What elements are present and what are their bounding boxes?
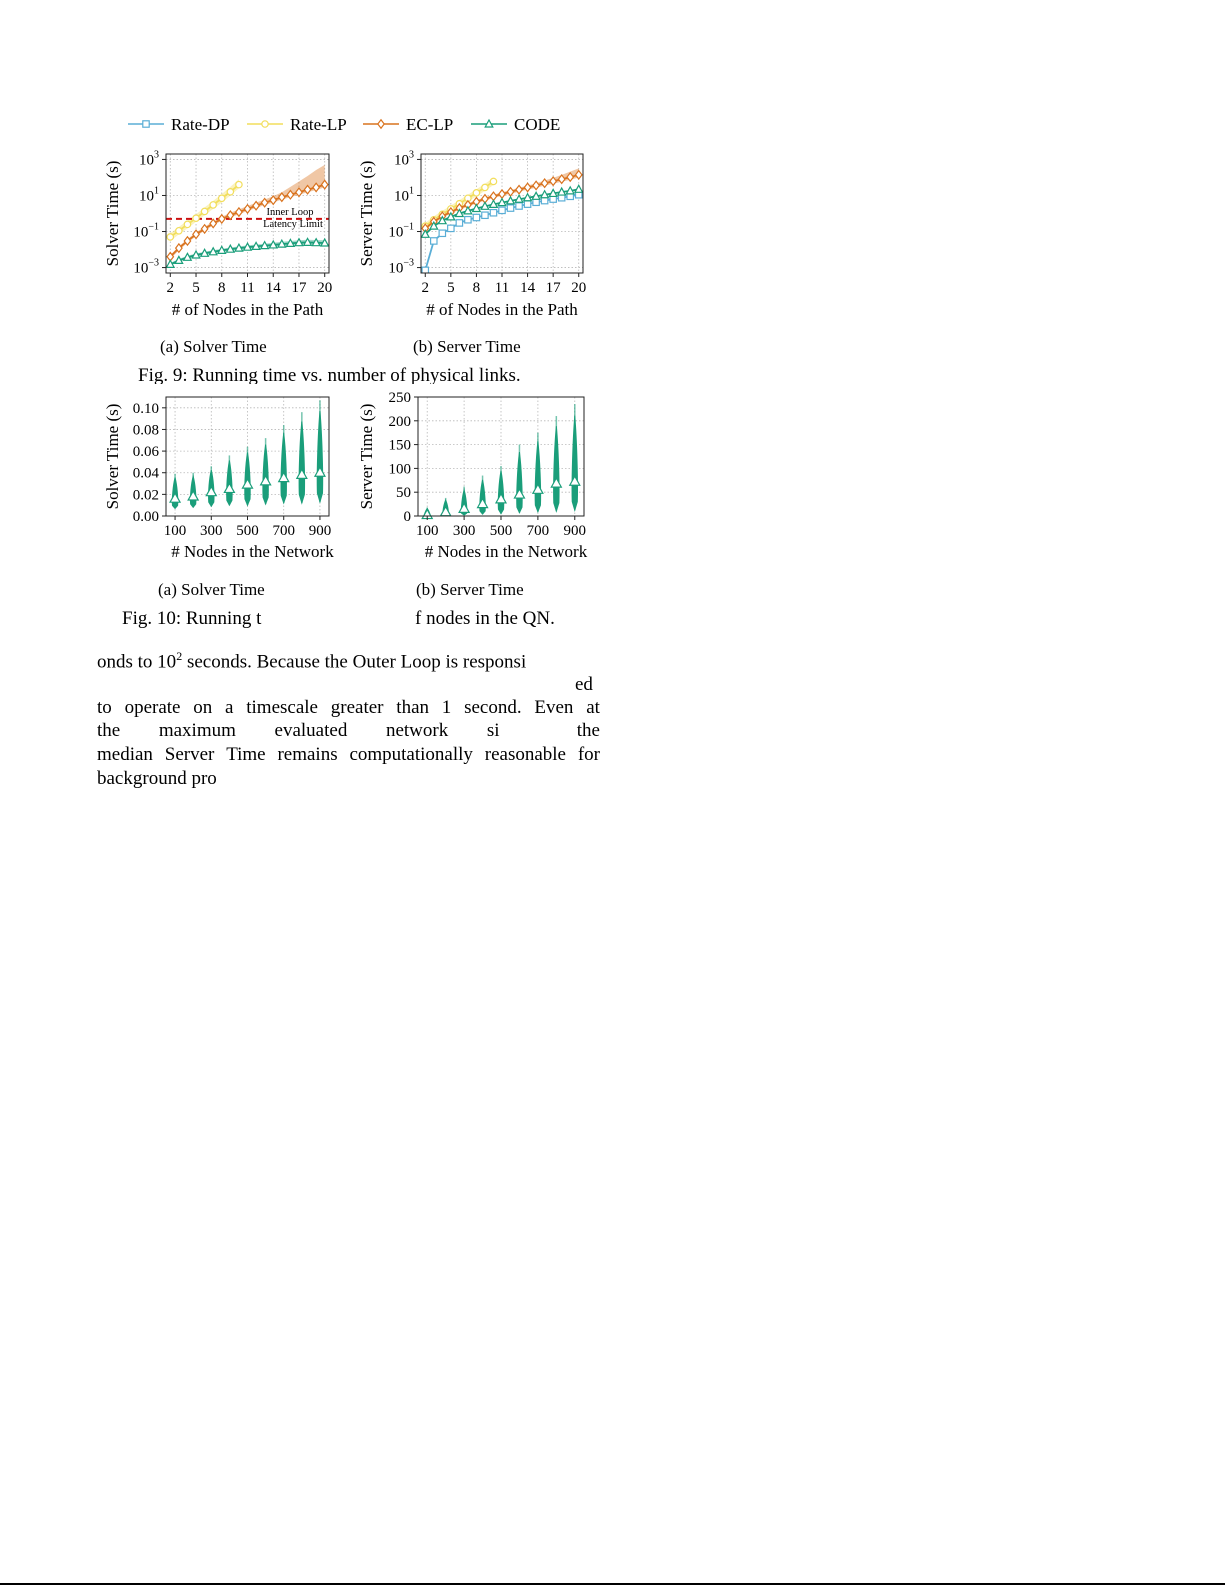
word: greater [330,697,384,718]
x-tick-label: 300 [200,523,223,539]
y-tick-base: 10 [139,152,154,169]
word: a [225,697,234,718]
y-tick-label [139,185,159,204]
data-point-Rate-DP [533,199,539,205]
fig10-subcaption-b: (b) Server Time [416,580,524,599]
body-line-6: background pro [97,768,217,789]
chart-legend [120,108,600,140]
data-point-Rate-DP [456,220,462,226]
y-tick-label [133,222,159,241]
word: network [385,720,449,741]
fig10b-server-time-chart [355,385,605,570]
x-tick-label: 8 [472,280,481,296]
median-marker [188,491,198,500]
legend-marker-Rate-LP [262,121,268,127]
data-point-Rate-DP [448,225,454,231]
y-tick-exponent: −1 [148,221,159,233]
y-tick-exponent: −1 [403,221,414,233]
y-tick-exponent: −3 [148,257,159,269]
latency-limit-label: Latency Limit [263,218,323,230]
data-point-Rate-LP [167,234,173,240]
y-tick-label [394,185,414,204]
x-tick-label: 700 [526,523,550,539]
y-tick-base: 10 [394,188,409,205]
y-tick-label: 0.02 [132,487,159,504]
word: 1 [441,697,452,718]
median-marker [315,467,325,476]
y-tick-base: 10 [139,188,154,205]
x-tick-label: 20 [317,280,333,296]
word: evaluated [274,720,348,741]
body-line-1-end: seconds. Because the Outer Loop is responsi [182,651,527,673]
fig9b-server-time-chart [355,142,605,327]
median-marker [514,489,524,498]
y-tick-exponent: 1 [154,185,159,197]
x-tick-label: 500 [236,523,259,539]
median-marker [206,487,216,496]
word: reasonable [484,744,566,765]
median-marker [297,469,307,478]
median-marker [279,473,289,482]
word: Time [226,744,266,765]
inner-loop-label: Inner Loop [266,206,314,218]
y-axis-label: Solver Time (s) [103,160,122,267]
word: computationally [349,744,473,765]
word: second. [464,697,522,718]
data-point-Rate-DP [516,203,522,209]
median-marker [261,476,271,485]
median-marker [441,507,451,516]
x-axis-label: # of Nodes in the Path [426,300,578,319]
violin-body [535,441,540,511]
median-marker [496,494,506,503]
x-tick-label: 300 [452,523,476,539]
x-tick-label: 14 [520,280,536,296]
data-point-EC-LP [499,190,505,198]
data-point-Rate-DP [473,214,479,220]
word: si [486,720,500,741]
y-tick-label [139,149,159,168]
data-point-Rate-DP [541,197,547,203]
violin-body [263,445,268,505]
y-tick-label [394,149,414,168]
data-point-Rate-LP [176,228,182,234]
x-tick-label: 5 [192,280,200,296]
data-point-Rate-LP [184,221,190,227]
median-marker [478,499,488,508]
legend-marker-EC-LP [378,120,384,128]
data-point-CODE [575,185,583,192]
y-tick-label: 200 [388,413,411,430]
data-point-Rate-DP [507,205,513,211]
x-tick-label: 2 [166,280,175,296]
body-line-1-superscript: 2 [176,649,183,663]
y-tick-label: 100 [388,461,411,478]
data-point-Rate-DP [439,230,445,236]
median-marker [243,479,253,488]
x-tick-label: 2 [421,280,430,296]
y-axis-label: Server Time (s) [357,160,376,267]
data-point-Rate-LP [473,190,479,196]
fig10-subcaption-a: (a) Solver Time [158,580,265,599]
legend-label: Rate-DP [171,115,230,134]
x-tick-label: 8 [218,280,226,296]
x-tick-label: 14 [265,280,281,296]
y-tick-label: 0.04 [132,465,159,482]
data-point-Rate-DP [499,207,505,213]
x-tick-label: 500 [489,523,513,539]
fig9-caption: Fig. 9: Running time vs. number of physical links. [138,365,521,384]
median-marker [533,484,543,493]
data-point-Rate-LP [193,215,199,221]
data-point-EC-LP [516,185,522,193]
word: Server [164,744,215,765]
y-tick-base: 10 [394,152,409,169]
x-tick-label: 100 [163,523,187,539]
legend-marker-Rate-DP [143,121,149,127]
data-point-Rate-DP [490,210,496,216]
word: at [586,697,600,718]
fig10-caption-left: Fig. 10: Running t [122,608,262,629]
word: median [97,744,153,765]
data-point-Rate-DP [482,212,488,218]
x-tick-label: 17 [545,280,561,296]
word: the [576,720,600,741]
x-tick-label: 700 [272,523,295,539]
y-tick-label: 0 [403,509,411,525]
x-tick-label: 900 [563,523,587,539]
data-point-Rate-LP [201,208,207,214]
x-axis-label: # Nodes in the Network [171,542,334,561]
y-axis-label: Solver Time (s) [103,403,122,510]
word: remains [277,744,338,765]
violin-body [498,471,503,514]
x-tick-label: 20 [571,280,587,296]
y-tick-label: 50 [396,485,411,502]
y-tick-label: 0.06 [132,444,159,461]
fig10-caption-right: f nodes in the QN. [415,608,555,629]
median-marker [570,476,580,485]
x-tick-label: 11 [240,280,255,296]
violin-body [517,452,522,513]
data-point-Rate-LP [236,181,242,187]
x-tick-label: 100 [415,523,439,539]
body-line-1 [97,649,526,673]
y-tick-label [133,258,159,277]
x-tick-label: 17 [291,280,307,296]
y-tick-label: 0.10 [132,400,159,417]
y-tick-label: 0.08 [132,422,159,439]
y-tick-label: 250 [388,390,411,406]
word: for [577,744,600,765]
x-tick-label: 900 [308,523,332,539]
median-marker [459,503,469,512]
data-point-Rate-DP [431,238,437,244]
y-tick-label: 0.00 [132,509,159,525]
y-tick-label [388,258,414,277]
x-axis-label: # of Nodes in the Path [171,300,324,319]
data-point-Rate-LP [482,184,488,190]
median-marker [551,478,561,487]
median-marker [170,493,180,502]
violin-body [554,426,559,511]
word: on [193,697,213,718]
word: than [396,697,430,718]
body-line-4 [97,720,600,742]
violin-body [317,411,322,502]
data-point-Rate-LP [210,202,216,208]
data-point-Rate-LP [490,178,496,184]
y-tick-base: 10 [133,224,149,241]
y-tick-label: 150 [388,437,411,454]
data-point-Rate-DP [524,201,530,207]
fig10a-solver-time-chart [100,385,345,570]
y-tick-base: 10 [133,260,149,277]
y-tick-label [388,222,414,241]
word: maximum [158,720,236,741]
body-line-3 [97,697,600,719]
fig9-subcaption-a: (a) Solver Time [160,337,267,356]
x-tick-label: 11 [494,280,510,296]
data-point-Rate-DP [465,217,471,223]
data-point-EC-LP [524,183,530,191]
violin-body [480,480,485,514]
body-line-1-start: onds to 10 [97,651,177,673]
legend-label: EC-LP [406,115,454,134]
word: Even [534,697,574,718]
median-marker [224,483,234,492]
y-tick-exponent: 1 [409,185,414,197]
body-line-5 [97,744,600,766]
y-tick-base: 10 [388,260,404,277]
y-tick-exponent: −3 [403,257,414,269]
violin-body [281,433,286,503]
word: to [97,697,112,718]
data-point-EC-LP [507,188,513,196]
y-axis-label: Server Time (s) [357,403,376,510]
legend-label: CODE [514,115,561,134]
body-line-2: ed [575,674,593,695]
violin-body [572,416,577,511]
y-tick-exponent: 3 [154,149,159,161]
violin-body [299,422,304,503]
x-axis-label: # Nodes in the Network [424,542,588,561]
data-point-Rate-LP [219,195,225,201]
word: timescale [246,697,318,718]
legend-label: Rate-LP [290,115,347,134]
word: the [97,720,121,741]
fig9-subcaption-b: (b) Server Time [413,337,521,356]
fig9a-solver-time-chart [100,142,345,327]
word: operate [124,697,181,718]
y-tick-base: 10 [388,224,404,241]
data-point-Rate-LP [227,189,233,195]
x-tick-label: 5 [447,280,455,296]
y-tick-exponent: 3 [409,149,414,161]
